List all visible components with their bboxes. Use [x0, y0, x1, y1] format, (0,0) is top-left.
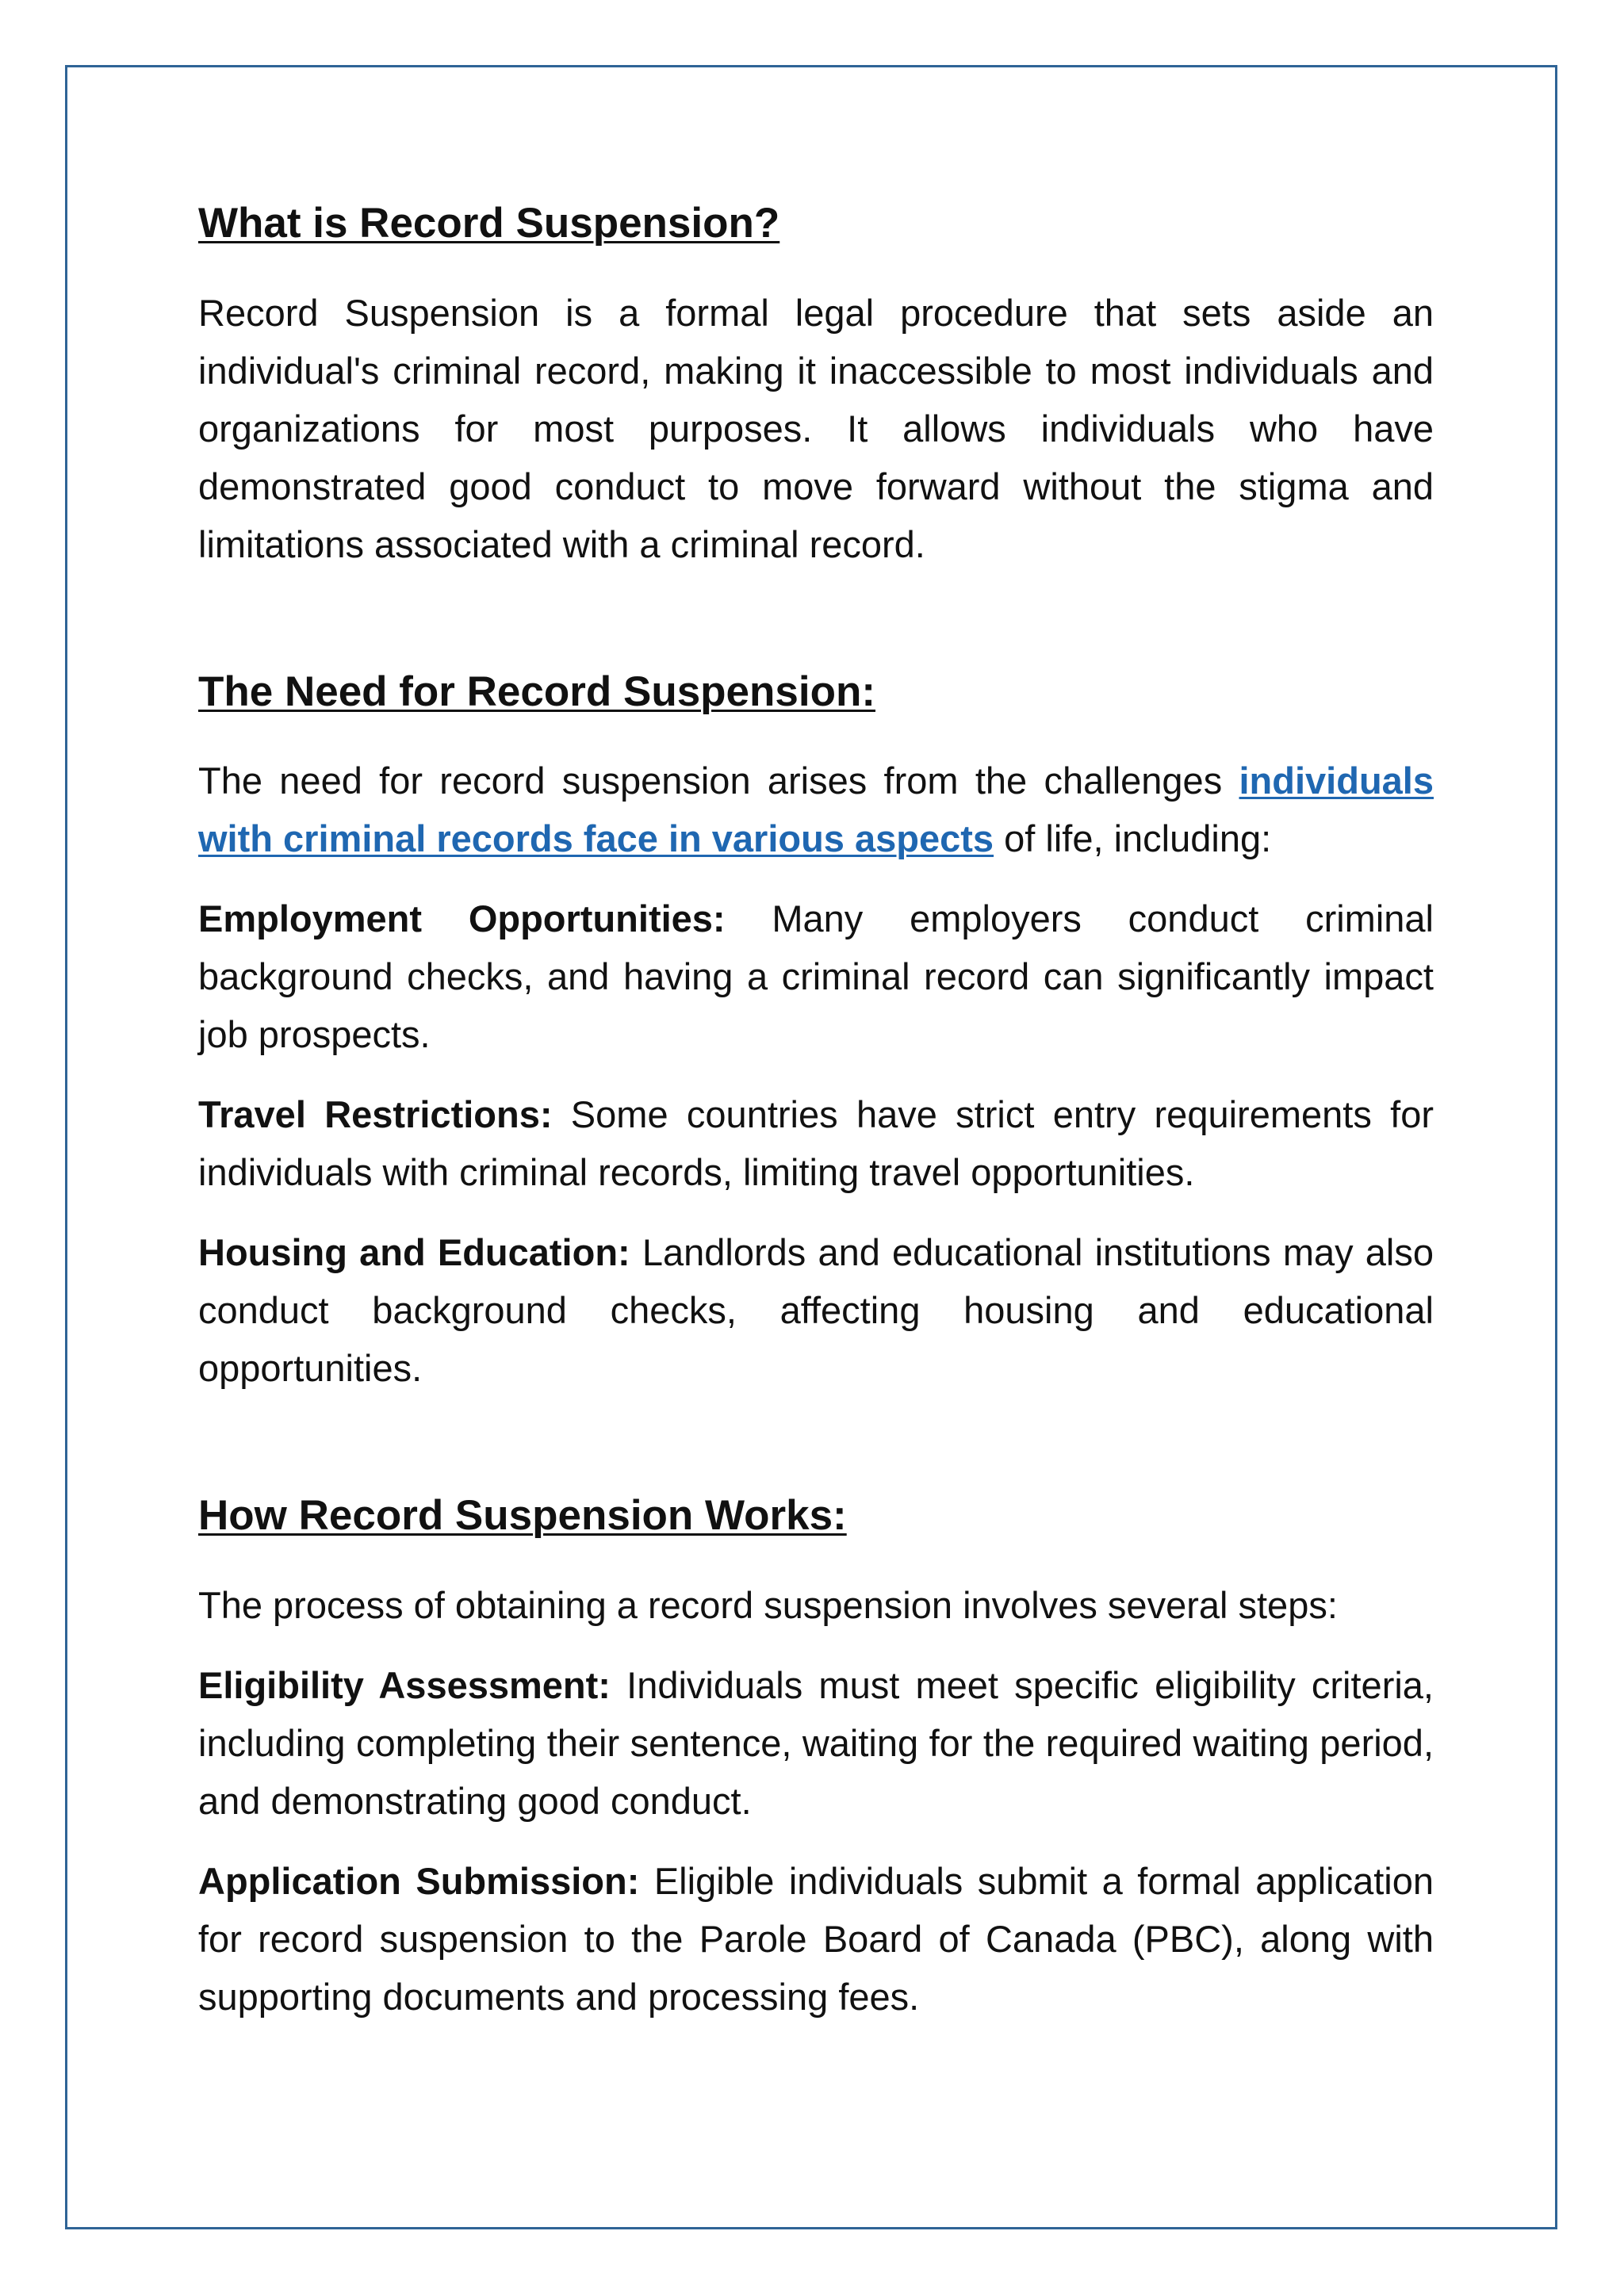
document-content	[198, 198, 1434, 2026]
item-label: Housing and Education:	[198, 1231, 630, 1274]
section-heading: How Record Suspension Works:	[198, 1492, 847, 1540]
item-text: Eligible individuals submit a formal application for record suspension to the Parole Board of Canada (PBC), along with supporting documents and processing fees.	[198, 1859, 1434, 2018]
list-item-travel	[198, 1085, 1434, 1201]
section-heading: What is Record Suspension?	[198, 200, 780, 247]
item-text: Landlords and educational institutions may also conduct background checks, affecting housing and educational opportunities.	[198, 1231, 1434, 1390]
item-label: Employment Opportunities:	[198, 897, 726, 940]
section-what-is-record-suspension	[198, 198, 1434, 573]
list-item-eligibility	[198, 1656, 1434, 1830]
list-item-employment	[198, 890, 1434, 1063]
section-how-record-suspension-works	[198, 1490, 1434, 2026]
section-heading: The Need for Record Suspension:	[198, 668, 876, 715]
intro-text-before-link: The need for record suspension arises from the challenges	[198, 760, 1239, 802]
item-label: Travel Restrictions:	[198, 1093, 553, 1136]
list-item-housing-education	[198, 1223, 1434, 1397]
intro-paragraph	[198, 752, 1434, 867]
definition-paragraph: Record Suspension is a formal legal procedure that sets aside an individual's criminal record, making it inaccessible to most individuals and organizations for most purposes. It allows individuals who have demonstrated good conduct to move forward without the stigma and limitations associated with a criminal record.	[198, 291, 1434, 565]
criminal-records-challenges-link[interactable]: individuals with criminal records face in various aspects	[198, 760, 1434, 860]
list-item-application	[198, 1852, 1434, 2026]
item-text: Many employers conduct criminal background checks, and having a criminal record can significantly impact job prospects.	[198, 897, 1434, 1056]
intro-paragraph: The process of obtaining a record suspension involves several steps:	[198, 1583, 1338, 1626]
section-need-for-record-suspension	[198, 667, 1434, 1398]
item-label: Application Submission:	[198, 1859, 640, 1902]
intro-text-after-link: of life, including:	[994, 817, 1272, 860]
item-text: Individuals must meet specific eligibility criteria, including completing their sentence, waiting for the required waiting period, and demonstrating good conduct.	[198, 1663, 1434, 1822]
item-label: Eligibility Assessment:	[198, 1663, 611, 1706]
item-text: Some countries have strict entry requirements for individuals with criminal records, limiting travel opportunities.	[198, 1093, 1434, 1194]
